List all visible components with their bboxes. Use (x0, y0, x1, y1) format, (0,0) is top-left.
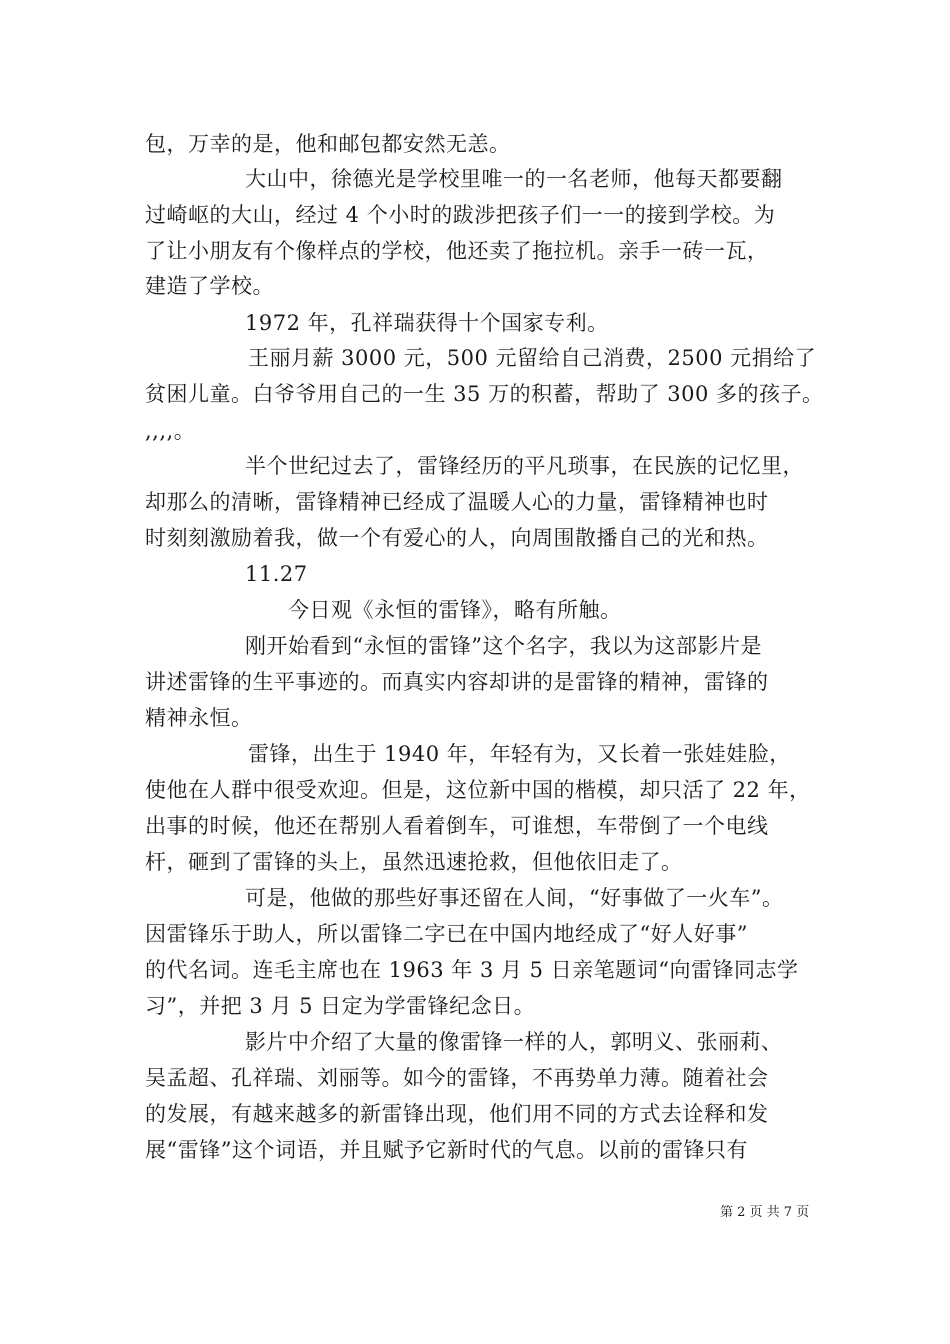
text-line: 展“雷锋”这个词语，并且赋予它新时代的气息。以前的雷锋只有 (145, 1138, 748, 1162)
text-line: 可是，他做的那些好事还留在人间，“好事做了一火车”。 (245, 886, 784, 910)
text-line: 因雷锋乐于助人，所以雷锋二字已在中国内地经成了“好人好事” (145, 922, 748, 946)
text-line: 的代名词。连毛主席也在 1963 年 3 月 5 日亲笔题词“向雷锋同志学 (145, 958, 799, 982)
text-line: 影片中介绍了大量的像雷锋一样的人，郭明义、张丽莉、 (245, 1030, 783, 1054)
text-line: 过崎岖的大山，经过 4 个小时的跋涉把孩子们一一的接到学校。为 (145, 203, 776, 227)
text-line: 习”，并把 3 月 5 日定为学雷锋纪念日。 (145, 994, 536, 1018)
text-line: 却那么的清晰，雷锋精神已经成了温暖人心的力量，雷锋精神也时 (145, 490, 769, 514)
page-number-footer: 第 2 页 共 7 页 (720, 1205, 810, 1220)
text-line: 半个世纪过去了，雷锋经历的平凡琐事，在民族的记忆里， (245, 454, 804, 478)
text-line: 刚开始看到“永恒的雷锋”这个名字，我以为这部影片是 (245, 634, 762, 658)
text-line: 11.27 (245, 562, 308, 586)
text-line: ,,,,。 (145, 419, 196, 443)
text-line: 吴孟超、孔祥瑞、刘丽等。如今的雷锋，不再势单力薄。随着社会 (145, 1066, 769, 1090)
text-line: 包，万幸的是，他和邮包都安然无恙。 (145, 132, 511, 156)
text-line: 杆，砸到了雷锋的头上，虽然迅速抢救，但他依旧走了。 (145, 850, 683, 874)
text-line: 今日观《永恒的雷锋》，略有所触。 (288, 598, 622, 622)
text-line: 出事的时候，他还在帮别人看着倒车，可谁想，车带倒了一个电线 (145, 814, 769, 838)
text-line: 1972 年，孔祥瑞获得十个国家专利。 (245, 311, 609, 335)
text-line: 精神永恒。 (145, 706, 253, 730)
text-line: 贫困儿童。白爷爷用自己的一生 35 万的积蓄，帮助了 300 多的孩子。 (145, 382, 824, 406)
text-line: 的发展，有越来越多的新雷锋出现，他们用不同的方式去诠释和发 (145, 1102, 769, 1126)
text-line: 使他在人群中很受欢迎。但是，这位新中国的楷模，却只活了 22 年， (145, 778, 811, 802)
text-line: 大山中，徐德光是学校里唯一的一名老师，他每天都要翻 (245, 167, 783, 191)
text-line: 时刻刻激励着我，做一个有爱心的人，向周围散播自己的光和热。 (145, 526, 769, 550)
text-line: 建造了学校。 (145, 274, 274, 298)
text-line: 讲述雷锋的生平事迹的。而真实内容却讲的是雷锋的精神，雷锋的 (145, 670, 769, 694)
text-line: 王丽月薪 3000 元，500 元留给自己消费，2500 元捐给了 (248, 346, 817, 370)
text-line: 了让小朋友有个像样点的学校，他还卖了拖拉机。亲手一砖一瓦， (145, 239, 769, 263)
text-line: 雷锋，出生于 1940 年，年轻有为，又长着一张娃娃脸， (248, 742, 791, 766)
